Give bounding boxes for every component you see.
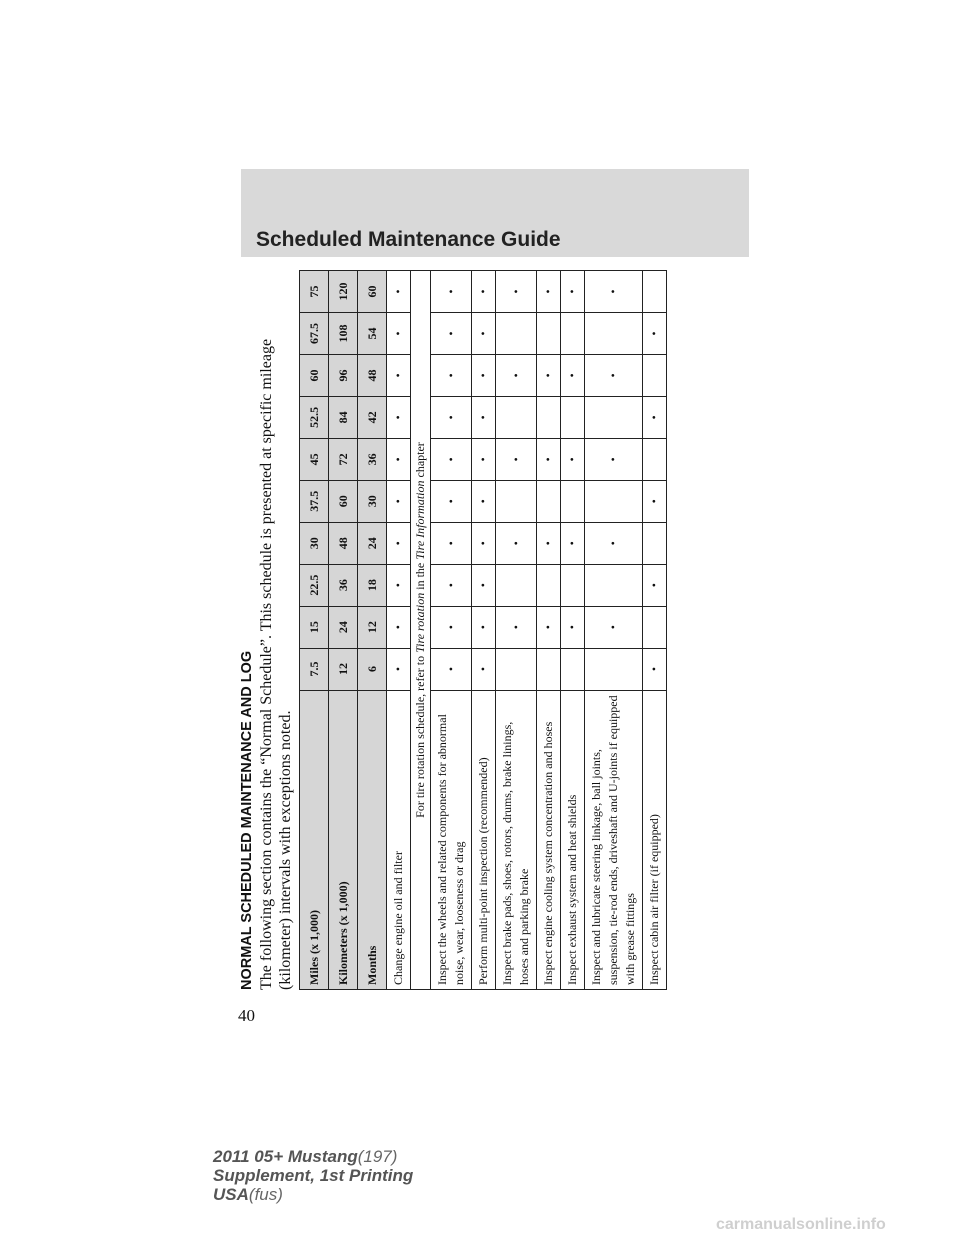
interval-mark: •: [472, 522, 496, 564]
footer-market-code: (fus): [248, 1185, 283, 1204]
tire-rotation-ref: Tire rotation: [413, 592, 427, 653]
header-value: 30: [300, 522, 329, 564]
interval-mark: •: [537, 438, 561, 480]
table-row: [431, 271, 472, 990]
header-label: Kilometers (x 1,000): [329, 690, 358, 989]
interval-mark: •: [585, 354, 643, 396]
section-intro: The following section contains the “Normal Schedule”. This schedule is presented at specific mileage (kilometer) intervals with exceptions noted.: [258, 338, 294, 990]
maintenance-schedule-table: [299, 270, 667, 990]
interval-mark: [496, 648, 537, 690]
interval-mark: •: [472, 354, 496, 396]
table-row: [561, 271, 585, 990]
task-label: Inspect the wheels and related components for abnormal noise, wear, looseness or drag: [431, 690, 472, 989]
header-value: 6: [358, 648, 387, 690]
interval-mark: •: [431, 522, 472, 564]
header-value: 60: [358, 271, 387, 313]
interval-mark: •: [561, 522, 585, 564]
interval-mark: •: [387, 354, 411, 396]
interval-mark: [643, 522, 667, 564]
task-label: Inspect cabin air filter (if equipped): [643, 690, 667, 989]
table-row: [643, 271, 667, 990]
footer-model: 2011 05+ Mustang: [213, 1147, 358, 1166]
table-row: [472, 271, 496, 990]
interval-mark: •: [643, 648, 667, 690]
interval-mark: [561, 396, 585, 438]
interval-mark: •: [387, 396, 411, 438]
header-value: 15: [300, 606, 329, 648]
footer-line-2: [213, 1167, 413, 1185]
interval-mark: [537, 396, 561, 438]
header-value: 24: [358, 522, 387, 564]
interval-mark: •: [472, 313, 496, 355]
interval-mark: [643, 438, 667, 480]
header-value: 22.5: [300, 564, 329, 606]
interval-mark: •: [431, 354, 472, 396]
header-value: 67.5: [300, 313, 329, 355]
interval-mark: •: [431, 606, 472, 648]
interval-mark: •: [472, 606, 496, 648]
interval-mark: •: [472, 564, 496, 606]
table-row: [585, 271, 643, 990]
task-label: Inspect and lubricate steering linkage, ball joints, suspension, tie-rod ends, driveshaft and U-joints if equipped with grease fittings: [585, 690, 643, 989]
interval-mark: •: [537, 522, 561, 564]
interval-mark: [561, 648, 585, 690]
header-value: 72: [329, 438, 358, 480]
page-number: 40: [238, 1006, 255, 1025]
interval-mark: [537, 648, 561, 690]
interval-mark: •: [387, 606, 411, 648]
interval-mark: [537, 480, 561, 522]
header-value: 42: [358, 396, 387, 438]
footer-market: USA: [213, 1185, 249, 1204]
section-title: NORMAL SCHEDULED MAINTENANCE AND LOG: [239, 650, 255, 990]
interval-mark: •: [537, 606, 561, 648]
interval-mark: •: [561, 271, 585, 313]
interval-mark: •: [387, 480, 411, 522]
interval-mark: •: [643, 396, 667, 438]
interval-mark: •: [431, 438, 472, 480]
interval-mark: •: [561, 354, 585, 396]
header-value: 30: [358, 480, 387, 522]
interval-mark: [496, 396, 537, 438]
header-value: 12: [329, 648, 358, 690]
watermark: carmanualsonline.info: [716, 1216, 886, 1233]
header-value: 108: [329, 313, 358, 355]
interval-mark: •: [387, 564, 411, 606]
interval-mark: •: [472, 480, 496, 522]
header-value: 7.5: [300, 648, 329, 690]
interval-mark: •: [643, 480, 667, 522]
tire-note-prefix: For tire rotation schedule, refer to: [413, 652, 427, 818]
task-label: Inspect exhaust system and heat shields: [561, 690, 585, 989]
rotated-content: [239, 270, 661, 990]
header-value: 84: [329, 396, 358, 438]
interval-mark: [585, 396, 643, 438]
header-value: 96: [329, 354, 358, 396]
footer-model-code: (197): [357, 1147, 398, 1166]
table-row: [496, 271, 537, 990]
header-label: Miles (x 1,000): [300, 690, 329, 989]
footer-printing: Supplement, 1st Printing: [213, 1166, 414, 1185]
interval-mark: •: [496, 438, 537, 480]
interval-mark: [496, 564, 537, 606]
interval-mark: •: [472, 648, 496, 690]
interval-mark: •: [496, 522, 537, 564]
interval-mark: [496, 313, 537, 355]
interval-mark: [585, 313, 643, 355]
interval-mark: •: [561, 606, 585, 648]
footer-line-3: [213, 1186, 283, 1204]
interval-mark: •: [585, 271, 643, 313]
task-label: Change engine oil and filter: [387, 690, 411, 989]
interval-mark: •: [496, 354, 537, 396]
interval-mark: •: [643, 564, 667, 606]
interval-mark: •: [387, 648, 411, 690]
interval-mark: •: [431, 564, 472, 606]
tire-note-middle: in the: [413, 559, 427, 593]
interval-mark: [585, 480, 643, 522]
tire-note-suffix: chapter: [413, 442, 427, 481]
header-value: 37.5: [300, 480, 329, 522]
interval-mark: •: [431, 313, 472, 355]
interval-mark: [585, 648, 643, 690]
header-value: 36: [358, 438, 387, 480]
interval-mark: •: [387, 438, 411, 480]
tire-rotation-note: [411, 271, 431, 990]
interval-mark: [643, 354, 667, 396]
interval-mark: [561, 313, 585, 355]
table-row: [387, 271, 411, 990]
interval-mark: [561, 564, 585, 606]
task-label: Perform multi-point inspection (recommended): [472, 690, 496, 989]
interval-mark: •: [387, 313, 411, 355]
header-label: Months: [358, 690, 387, 989]
header-value: 48: [329, 522, 358, 564]
header-value: 45: [300, 438, 329, 480]
header-value: 36: [329, 564, 358, 606]
header-value: 12: [358, 606, 387, 648]
interval-mark: •: [585, 438, 643, 480]
interval-mark: [561, 480, 585, 522]
footer-line-1: [213, 1148, 397, 1166]
interval-mark: •: [537, 271, 561, 313]
interval-mark: •: [472, 271, 496, 313]
header-value: 24: [329, 606, 358, 648]
interval-mark: •: [496, 606, 537, 648]
interval-mark: •: [496, 271, 537, 313]
interval-mark: •: [472, 396, 496, 438]
interval-mark: •: [585, 522, 643, 564]
header-value: 18: [358, 564, 387, 606]
task-label: Inspect brake pads, shoes, rotors, drums, brake linings, hoses and parking brake: [496, 690, 537, 989]
interval-mark: •: [431, 271, 472, 313]
tire-note-row: [411, 271, 431, 990]
interval-mark: •: [472, 438, 496, 480]
interval-mark: •: [561, 438, 585, 480]
task-label: Inspect engine cooling system concentration and hoses: [537, 690, 561, 989]
interval-mark: •: [431, 648, 472, 690]
header-value: 120: [329, 271, 358, 313]
table-row: [537, 271, 561, 990]
table-header-row: [300, 271, 329, 990]
interval-mark: [585, 564, 643, 606]
header-value: 52.5: [300, 396, 329, 438]
interval-mark: [537, 313, 561, 355]
header-value: 48: [358, 354, 387, 396]
tire-information-ref: Tire Information: [413, 480, 427, 560]
interval-mark: •: [431, 396, 472, 438]
interval-mark: [643, 271, 667, 313]
table-header-row: [358, 271, 387, 990]
interval-mark: [643, 606, 667, 648]
header-value: 60: [300, 354, 329, 396]
interval-mark: •: [387, 522, 411, 564]
interval-mark: •: [537, 354, 561, 396]
table-header-row: [329, 271, 358, 990]
page-header-title: Scheduled Maintenance Guide: [256, 228, 561, 251]
interval-mark: [496, 480, 537, 522]
header-value: 54: [358, 313, 387, 355]
interval-mark: •: [431, 480, 472, 522]
interval-mark: •: [585, 606, 643, 648]
header-value: 75: [300, 271, 329, 313]
header-value: 60: [329, 480, 358, 522]
interval-mark: •: [387, 271, 411, 313]
interval-mark: [537, 564, 561, 606]
interval-mark: •: [643, 313, 667, 355]
